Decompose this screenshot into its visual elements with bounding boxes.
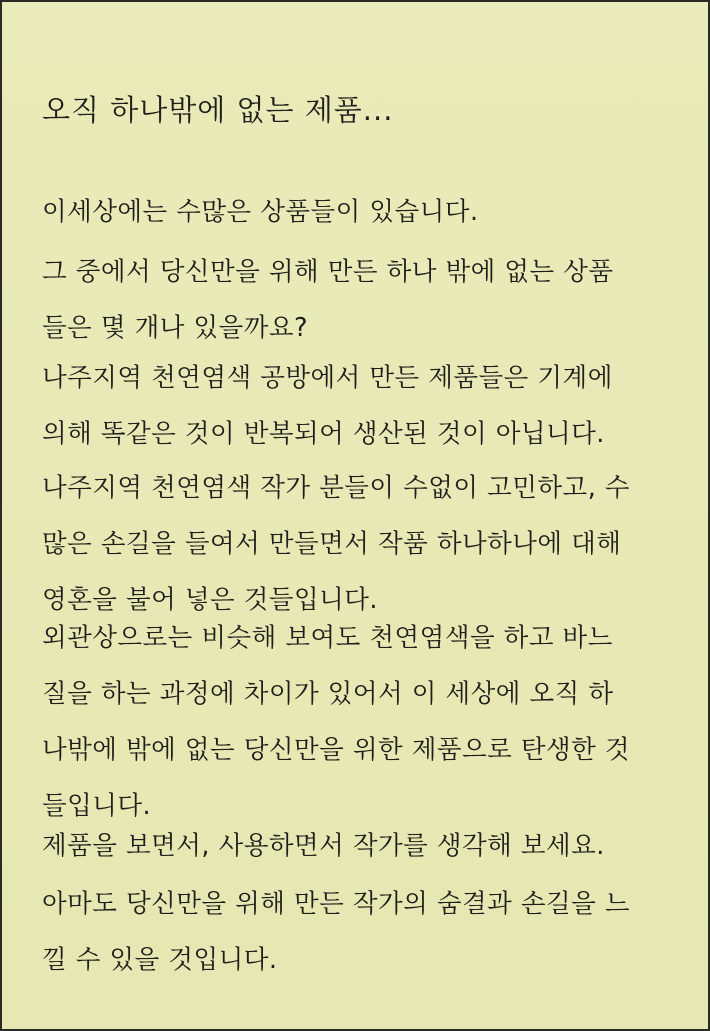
- paragraph-6: [42, 818, 682, 874]
- paragraph-2: [42, 244, 682, 356]
- paragraph-line: 아마도 당신만을 위해 만든 작가의 숨결과 손길을 느: [42, 889, 631, 919]
- document-title: 오직 하나밖에 없는 제품...: [42, 93, 394, 127]
- paragraph-line: 제품을 보면서, 사용하면서 작가를 생각해 보세요.: [42, 831, 605, 861]
- paragraph-line: 영혼을 불어 넣은 것들입니다.: [42, 585, 379, 615]
- paragraph-line: 의해 똑같은 것이 반복되어 생산된 것이 아닙니다.: [42, 419, 605, 449]
- paragraph-line: 많은 손길을 들여서 만들면서 작품 하나하나에 대해: [42, 529, 622, 559]
- paragraph-line: 외관상으로는 비슷해 보여도 천연염색을 하고 바느: [42, 623, 613, 653]
- paragraph-7: [42, 876, 682, 988]
- paragraph-4: [42, 460, 682, 628]
- paragraph-line: 나밖에 밖에 없는 당신만을 위한 제품으로 탄생한 것: [42, 735, 631, 765]
- paragraph-3: [42, 350, 682, 462]
- paragraph-line: 들은 몇 개나 있을까요?: [42, 313, 309, 343]
- paragraph-line: 들입니다.: [42, 791, 152, 821]
- paragraph-line: 낄 수 있을 것입니다.: [42, 945, 278, 975]
- paragraph-line: 그 중에서 당신만을 위해 만든 하나 밖에 없는 상품: [42, 257, 614, 287]
- paragraph-line: 나주지역 천연염색 작가 분들이 수없이 고민하고, 수: [42, 473, 631, 503]
- paragraph-line: 나주지역 천연염색 공방에서 만든 제품들은 기계에: [42, 363, 613, 393]
- paragraph-line: 이세상에는 수많은 상품들이 있습니다.: [42, 197, 479, 227]
- paragraph-5: [42, 610, 682, 834]
- paragraph-1: [42, 184, 682, 240]
- paragraph-line: 질을 하는 과정에 차이가 있어서 이 세상에 오직 하: [42, 679, 614, 709]
